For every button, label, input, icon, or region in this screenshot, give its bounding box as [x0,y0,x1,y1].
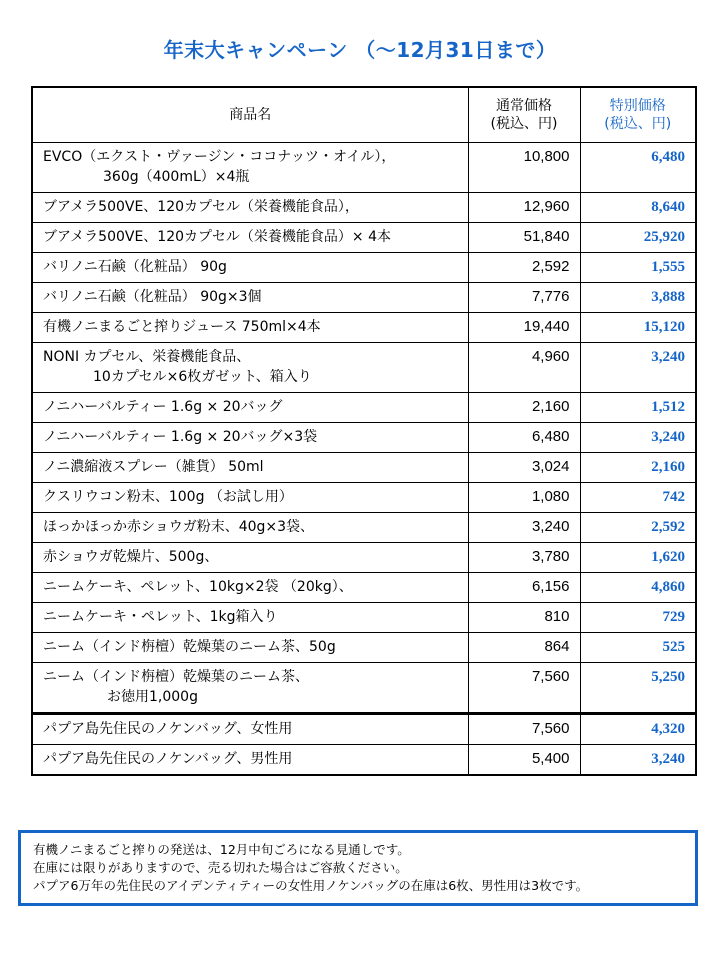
regular-price: 864 [468,633,580,663]
regular-price: 12,960 [468,193,580,223]
special-price: 1,512 [580,393,696,423]
header-special-price: 特別価格 (税込、円) [580,87,696,143]
special-price: 3,240 [580,745,696,776]
product-name: ニーム（インド栴檀）乾燥葉のニーム茶、50g [32,633,468,663]
table-row [32,423,696,453]
product-name: ニームケーキ・ペレット、1kg箱入り [32,603,468,633]
product-name: パプア島先住民のノケンバッグ、男性用 [32,745,468,776]
table-header-row [32,87,696,143]
regular-price: 3,240 [468,513,580,543]
special-price: 1,620 [580,543,696,573]
product-name: バリノニ石鹸（化粧品） 90g [32,253,468,283]
regular-price: 5,400 [468,745,580,776]
special-price: 6,480 [580,143,696,193]
regular-price: 19,440 [468,313,580,343]
special-price: 729 [580,603,696,633]
regular-price: 3,024 [468,453,580,483]
product-name: ニーム（インド栴檀）乾燥葉のニーム茶、 お徳用1,000g [32,663,468,714]
special-price: 3,240 [580,343,696,393]
product-name: パプア島先住民のノケンバッグ、女性用 [32,714,468,745]
special-price: 1,555 [580,253,696,283]
special-price: 8,640 [580,193,696,223]
product-name: ノニハーバルティー 1.6g × 20バッグ×3袋 [32,423,468,453]
special-price: 525 [580,633,696,663]
table-row [32,603,696,633]
table-row [32,393,696,423]
regular-price: 1,080 [468,483,580,513]
notice-line: パプア6万年の先住民のアイデンティティーの女性用ノケンバッグの在庫は6枚、男性用は3枚です。 [33,878,589,893]
table-row [32,343,696,393]
product-name: ほっかほっか赤ショウガ粉末、40g×3袋、 [32,513,468,543]
regular-price: 810 [468,603,580,633]
product-name: 有機ノニまるごと搾りジュース 750ml×4本 [32,313,468,343]
special-price: 5,250 [580,663,696,714]
page-title: 年末大キャンペーン （～12月31日まで） [163,38,557,62]
table-row [32,573,696,603]
product-name: NONI カプセル、栄養機能食品、 10カプセル×6枚ガゼット、箱入り [32,343,468,393]
notice-line: 有機ノニまるごと搾りの発送は、12月中旬ごろになる見通しです。 [33,842,410,857]
table-row [32,313,696,343]
special-price: 2,592 [580,513,696,543]
regular-price: 2,160 [468,393,580,423]
table-row [32,745,696,776]
product-name: ニームケーキ、ペレット、10kg×2袋 （20kg）、 [32,573,468,603]
header-regular-price: 通常価格 (税込、円) [468,87,580,143]
regular-price: 7,776 [468,283,580,313]
notice-line: 在庫には限りがありますので、売る切れた場合はご容赦ください。 [33,860,408,875]
table-row [32,253,696,283]
table-row [32,193,696,223]
regular-price: 6,480 [468,423,580,453]
special-price: 4,320 [580,714,696,745]
special-price: 3,240 [580,423,696,453]
regular-price: 2,592 [468,253,580,283]
product-name: 赤ショウガ乾燥片、500g、 [32,543,468,573]
table-row [32,543,696,573]
product-name: ブアメラ500VE、120カプセル（栄養機能食品）× 4本 [32,223,468,253]
table-row [32,714,696,745]
regular-price: 51,840 [468,223,580,253]
price-table [31,86,697,776]
table-row [32,663,696,714]
regular-price: 4,960 [468,343,580,393]
table-row [32,223,696,253]
special-price: 25,920 [580,223,696,253]
special-price: 2,160 [580,453,696,483]
table-row [32,483,696,513]
table-row [32,283,696,313]
product-name: クスリウコン粉末、100g （お試し用） [32,483,468,513]
table-row [32,633,696,663]
special-price: 742 [580,483,696,513]
special-price: 4,860 [580,573,696,603]
table-row [32,143,696,193]
table-row [32,453,696,483]
special-price: 15,120 [580,313,696,343]
regular-price: 10,800 [468,143,580,193]
regular-price: 6,156 [468,573,580,603]
regular-price: 3,780 [468,543,580,573]
product-name: ノニハーバルティー 1.6g × 20バッグ [32,393,468,423]
special-price: 3,888 [580,283,696,313]
product-name: ノニ濃縮液スプレー（雑貨） 50ml [32,453,468,483]
table-row [32,513,696,543]
product-name: EVCO（エクスト・ヴァージン・ココナッツ・オイル）， 360g（400mL）×4瓶 [32,143,468,193]
regular-price: 7,560 [468,714,580,745]
product-name: ブアメラ500VE、120カプセル（栄養機能食品）， [32,193,468,223]
regular-price: 7,560 [468,663,580,714]
header-product: 商品名 [32,87,468,143]
notice-box [18,830,698,906]
product-name: バリノニ石鹸（化粧品） 90g×3個 [32,283,468,313]
